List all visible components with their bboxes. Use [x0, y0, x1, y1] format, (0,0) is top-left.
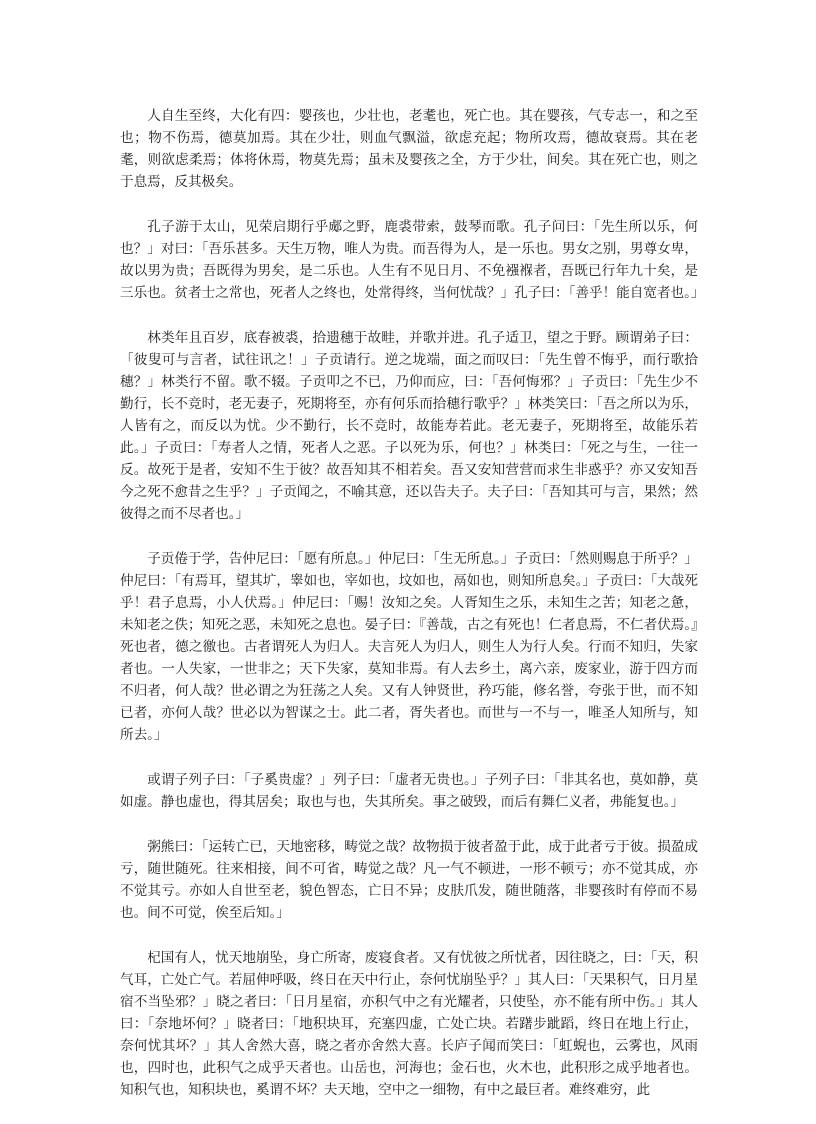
paragraph-2: 孔子游于太山，见荣启期行乎郕之野，鹿裘带索，鼓琴而歌。孔子问曰：「先生所以乐，何也？」对曰：「吾乐甚多。天生万物，唯人为贵。而吾得为人，是一乐也。男女之别，男尊女卑，故以男为贵；吾既得为男矣，是二乐也。人生有不见日月、不免襁褓者，吾既已行年九十矣，是三乐也。贫者士之常也，死者人之终也，处常得终，当何忧哉？」孔子曰：「善乎！能自宽者也。」 — [120, 219, 705, 301]
paragraph-4: 子贡倦于学，告仲尼曰：「愿有所息。」仲尼曰：「生无所息。」子贡曰：「然则赐息于所乎？」仲尼曰：「有焉耳，望其圹，睾如也，宰如也，坟如也，鬲如也，则知所息矣。」子贡曰：「大哉死乎！君子息焉，小人伏焉。」仲尼曰：「赐！汝知之矣。人胥知生之乐，未知生之苦；知老之惫，未知老之佚；知死之恶，未知死之息也。晏子曰：『善哉，古之有死也！仁者息焉，不仁者伏焉。』死也者，德之徼也。古者谓死人为归人。夫言死人为归人，则生人为行人矣。行而不知归，失家者也。一人失家，一世非之；天下失家，莫知非焉。有人去乡土，离六亲，废家业，游于四方而不归者，何人哉？世必谓之为狂荡之人矣。又有人钟贤世，矜巧能，修名誉，夸张于世，而不知已者，亦何人哉？世必以为智谋之士。此二者，胥失者也。而世与一不与一，唯圣人知所与，知所去。」 — [120, 551, 698, 743]
document-page — [120, 105, 705, 1124]
paragraph-3: 林类年且百岁，底春被裘，拾遗穗于故畦，并歌并进。孔子适卫，望之于野。顾谓弟子曰：「彼叟可与言者，试往讯之！」子贡请行。逆之垅端，面之而叹曰：「先生曾不悔乎，而行歌拾穗？」林类行不留。歌不辍。子贡叩之不已，乃仰而应，曰：「吾何悔邪？」子贡曰：「先生少不勤行，长不竞时，老无妻子，死期将至，亦有何乐而拾穗行歌乎？」林类笑曰：「吾之所以为乐，人皆有之，而反以为忧。少不勤行，长不竞时，故能寿若此。老无妻子，死期将至，故能乐若此。」子贡曰：「寿者人之情，死者人之恶。子以死为乐，何也？」林类曰：「死之与生，一往一反。故死于是者，安知不生于彼？故吾知其不相若矣。吾又安知营营而求生非惑乎？亦又安知吾今之死不愈昔之生乎？」子贡闻之，不喻其意，还以告夫子。夫子曰：「吾知其可与言，果然；然彼得之而不尽者也。」 — [120, 330, 698, 522]
paragraph-1: 人自生至终，大化有四：婴孩也，少壮也，老耄也，死亡也。其在婴孩，气专志一，和之至也；物不伤焉，德莫加焉。其在少壮，则血气飘溢，欲虑充起；物所攻焉，德故衰焉。其在老耄，则欲虑柔焉；体将休焉，物莫先焉；虽未及婴孩之全，方于少壮，间矣。其在死亡也，则之于息焉，反其极矣。 — [120, 108, 698, 190]
paragraph-7: 杞国有人，忧天地崩坠，身亡所寄，废寝食者。又有忧彼之所忧者，因往晓之，曰：「天，积气耳，亡处亡气。若屈伸呼吸，终日在天中行止，奈何忧崩坠乎？」其人曰：「天果积气，日月星宿不当坠邪？」晓之者曰：「日月星宿，亦积气中之有光耀者，只使坠，亦不能有所中伤。」其人曰：「奈地坏何？」晓者曰：「地积块耳，充塞四虚，亡处亡块。若躇步跐蹈，终日在地上行止，奈何忧其坏？」其人舍然大喜，晓之者亦舍然大喜。长庐子闻而笑曰：「虹蜺也，云雾也，风雨也，四时也，此积气之成乎天者也。山岳也，河海也；金石也，火木也，此积形之成乎地者也。知积气也，知积块也，奚谓不坏？夫天地，空中之一细物，有中之最巨者。难终难穷，此 — [120, 950, 698, 1098]
paragraph-6: 粥熊曰：「运转亡已，天地密移，畴觉之哉？故物损于彼者盈于此，成于此者亏于彼。损盈成亏，随世随死。往来相接，间不可省，畴觉之哉？凡一气不顿进，一形不顿亏；亦不觉其成，亦不觉其亏。亦如人自世至老，貌色智态，亡日不异；皮肤爪发，随世随落，非婴孩时有停而不易也。间不可觉，俟至后知。」 — [120, 839, 698, 921]
paragraph-5: 或谓子列子曰：「子奚贵虚？」列子曰：「虚者无贵也。」子列子曰：「非其名也，莫如静，莫如虚。静也虚也，得其居矣；取也与也，失其所矣。事之破毁，而后有舞仁义者，弗能复也。」 — [120, 772, 698, 810]
